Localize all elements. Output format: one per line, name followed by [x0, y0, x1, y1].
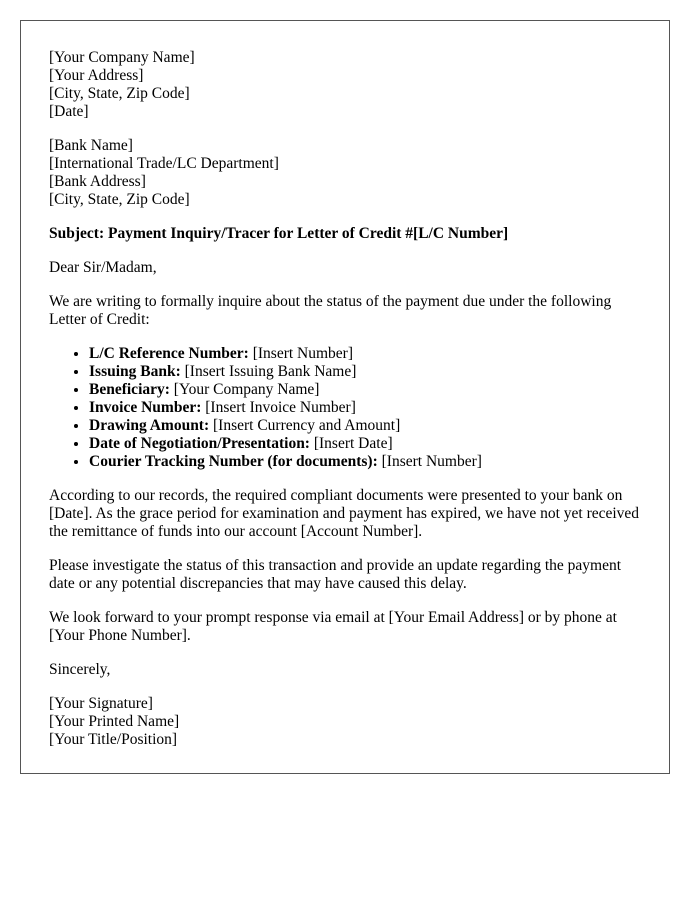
intro-paragraph: We are writing to formally inquire about the status of the payment due under the following Letter of Credit:	[49, 293, 612, 328]
title-position: [Your Title/Position]	[49, 731, 178, 748]
signature-block	[49, 695, 649, 749]
salutation: Dear Sir/Madam,	[49, 259, 157, 276]
list-item	[89, 381, 649, 399]
recipient-address: [Bank Address]	[49, 173, 146, 190]
detail-value: [Insert Issuing Bank Name]	[180, 363, 357, 380]
sender-block	[49, 49, 649, 121]
records-paragraph: According to our records, the required compliant documents were presented to your bank on [Date]. As the grace period for examination and payment has expired, we have not yet received the remittance of funds into our account [Account Number].	[49, 487, 640, 540]
investigate-paragraph: Please investigate the status of this transaction and provide an update regarding the payment date or any potential discrepancies that may have caused this delay.	[49, 557, 622, 592]
detail-value: [Insert Number]	[377, 453, 482, 470]
detail-value: [Insert Invoice Number]	[201, 399, 356, 416]
recipient-department: [International Trade/LC Department]	[49, 155, 279, 172]
detail-value: [Insert Currency and Amount]	[209, 417, 401, 434]
recipient-block	[49, 137, 649, 209]
closing: Sincerely,	[49, 661, 111, 678]
recipient-city: [City, State, Zip Code]	[49, 191, 190, 208]
sender-address: [Your Address]	[49, 67, 144, 84]
subject-line: Subject: Payment Inquiry/Tracer for Letter of Credit #[L/C Number]	[49, 225, 509, 242]
sender-city: [City, State, Zip Code]	[49, 85, 190, 102]
detail-value: [Insert Number]	[248, 345, 353, 362]
detail-label: Drawing Amount:	[89, 417, 210, 434]
letter-date: [Date]	[49, 103, 89, 120]
printed-name: [Your Printed Name]	[49, 713, 180, 730]
detail-label: Issuing Bank:	[89, 363, 181, 380]
detail-label: Invoice Number:	[89, 399, 202, 416]
list-item	[89, 399, 649, 417]
list-item	[89, 345, 649, 363]
signature-placeholder: [Your Signature]	[49, 695, 153, 712]
details-list	[49, 345, 649, 471]
detail-label: Beneficiary:	[89, 381, 170, 398]
detail-value: [Your Company Name]	[169, 381, 320, 398]
recipient-bank: [Bank Name]	[49, 137, 133, 154]
detail-label: Courier Tracking Number (for documents):	[89, 453, 378, 470]
detail-label: L/C Reference Number:	[89, 345, 249, 362]
list-item	[89, 435, 649, 453]
list-item	[89, 363, 649, 381]
sender-company: [Your Company Name]	[49, 49, 195, 66]
response-paragraph: We look forward to your prompt response via email at [Your Email Address] or by phone at [Your Phone Number].	[49, 609, 617, 644]
list-item	[89, 417, 649, 435]
letter	[20, 20, 670, 774]
detail-value: [Insert Date]	[309, 435, 393, 452]
list-item	[89, 453, 649, 471]
detail-label: Date of Negotiation/Presentation:	[89, 435, 310, 452]
